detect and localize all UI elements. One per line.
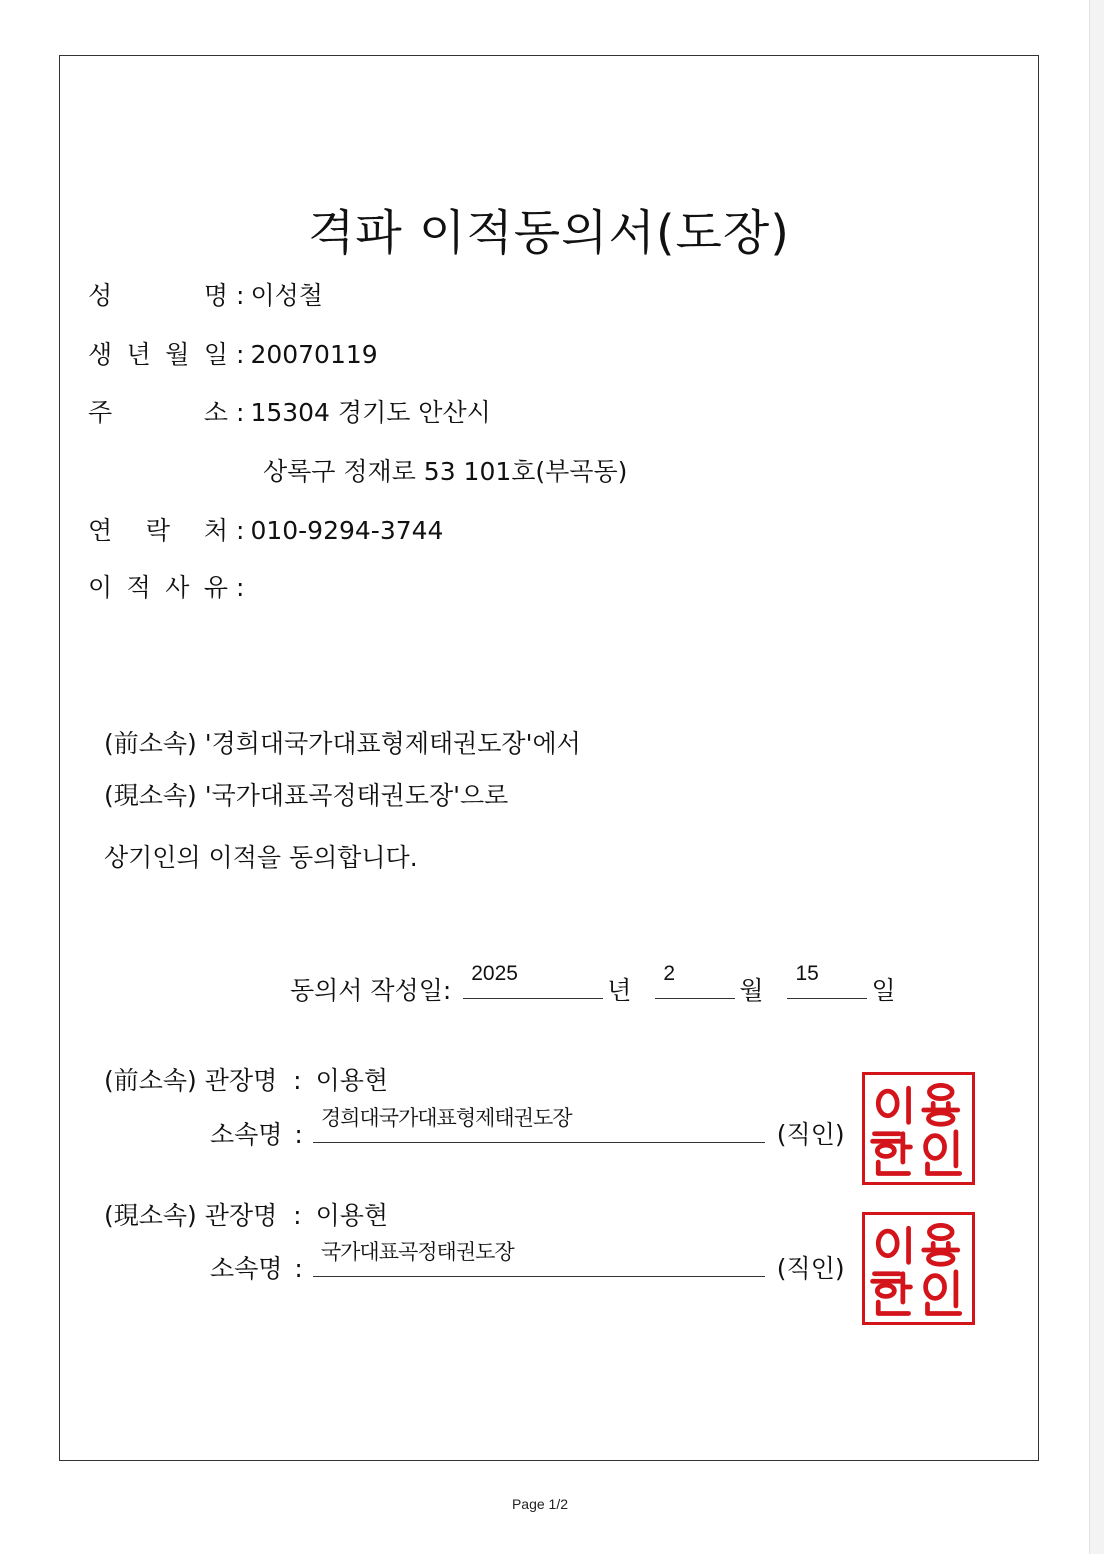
contact-row [88, 511, 443, 547]
date-row [290, 962, 896, 1007]
statement-line2: (現소속) '국가대표곡정태권도장'으로 [104, 781, 509, 810]
prev-org-row [210, 1106, 845, 1151]
document-page [59, 55, 1039, 1461]
separator: : [236, 398, 245, 427]
reason-label: 이 적 사 유 [88, 573, 228, 602]
cur-org-name: 국가대표곡정태권도장 [320, 1240, 514, 1264]
year-field [463, 962, 603, 999]
separator: : [236, 281, 245, 310]
name-label: 성 명 [88, 281, 228, 310]
separator: : [236, 516, 245, 545]
cur-head-row [104, 1196, 388, 1232]
year-unit: 년 [607, 976, 632, 1005]
separator: : [294, 1120, 303, 1149]
birth-label: 생 년 월 일 [88, 340, 228, 369]
year-value: 2025 [471, 962, 518, 985]
cur-head-label: 관장명 [204, 1201, 278, 1230]
birth-value: 20070119 [250, 340, 378, 369]
prev-org-label: 소속명 [210, 1120, 283, 1149]
month-unit: 월 [739, 976, 764, 1005]
month-field [655, 962, 735, 999]
prev-head-name: 이용현 [315, 1066, 389, 1095]
cur-prefix: (現소속) [104, 1201, 197, 1230]
month-value: 2 [663, 962, 676, 985]
separator: : [236, 340, 245, 369]
prev-prefix: (前소속) [104, 1066, 197, 1095]
prev-seal-stamp [862, 1072, 975, 1185]
cur-org-label: 소속명 [210, 1254, 283, 1283]
name-row [88, 276, 323, 312]
day-value: 15 [795, 962, 819, 985]
page-indicator: Page 1/2 [511, 1496, 569, 1512]
contact-value: 010-9294-3744 [250, 516, 444, 545]
prev-sign-label: (직인) [776, 1120, 845, 1149]
separator: : [293, 1066, 302, 1095]
day-unit: 일 [871, 976, 896, 1005]
name-value: 이성철 [250, 281, 323, 310]
cur-sign-label: (직인) [776, 1254, 845, 1283]
statement-line3: 상기인의 이적을 동의합니다. [104, 843, 418, 872]
prev-head-label: 관장명 [204, 1066, 278, 1095]
prev-org-name: 경희대국가대표형제태권도장 [320, 1106, 572, 1130]
contact-label: 연 락 처 [88, 516, 228, 545]
cur-head-name: 이용현 [315, 1201, 389, 1230]
seal-icon [865, 1215, 972, 1322]
separator: : [293, 1201, 302, 1230]
scrollbar[interactable] [1089, 0, 1104, 1554]
prev-head-row [104, 1061, 388, 1097]
cur-seal-stamp [862, 1212, 975, 1325]
address-line2: 상록구 정재로 53 101호(부곡동) [263, 457, 628, 486]
reason-row [88, 568, 250, 604]
statement-line1: (前소속) '경희대국가대표형제태권도장'에서 [104, 729, 581, 758]
address-line2-row [263, 452, 627, 488]
address-line1: 15304 경기도 안산시 [250, 398, 491, 427]
date-label: 동의서 작성일: [290, 976, 452, 1005]
separator: : [294, 1254, 303, 1283]
document-title: 격파 이적동의서(도장) [307, 205, 791, 261]
address-row [88, 393, 491, 429]
cur-org-row [210, 1240, 845, 1285]
prev-org-field [313, 1106, 765, 1143]
separator: : [236, 573, 245, 602]
birth-row [88, 335, 378, 371]
day-field [787, 962, 867, 999]
cur-org-field [313, 1240, 765, 1277]
seal-icon [865, 1075, 972, 1182]
address-label: 주 소 [88, 398, 228, 427]
